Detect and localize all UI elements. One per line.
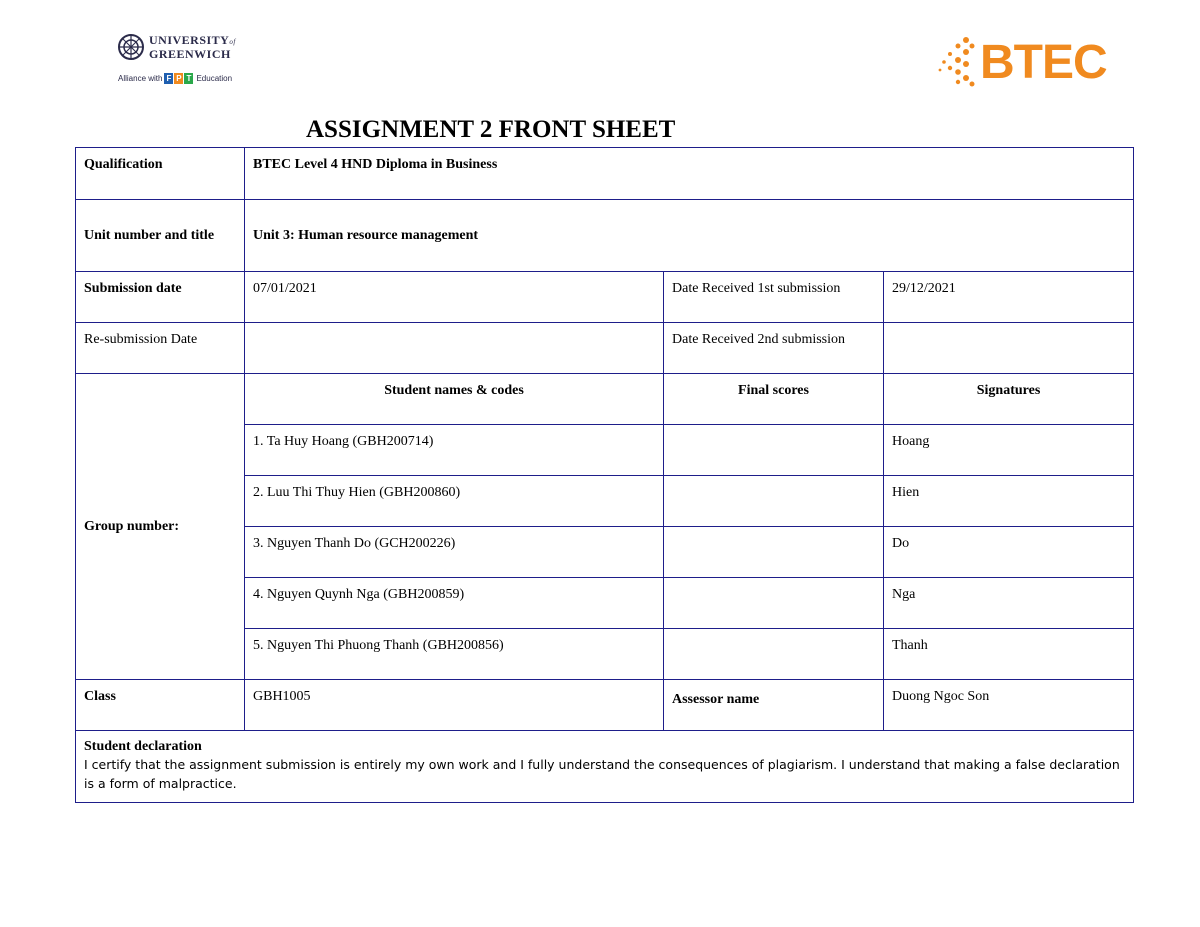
university-crest-icon [118,34,144,60]
student-name: 4. Nguyen Quynh Nga (GBH200859) [245,578,664,629]
unit-label: Unit number and title [76,200,245,272]
btec-dots-icon [936,34,976,90]
student-score [664,527,884,578]
submission-date-value: 07/01/2021 [245,272,664,323]
qualification-label: Qualification [76,148,245,200]
resubmission-date-label: Re-submission Date [76,323,245,374]
university-of: of [229,38,236,46]
received-1st-value: 29/12/2021 [884,272,1134,323]
declaration-text: I certify that the assignment submission is entirely my own work and I fully understand the consequences of plagiarism. I understand that making a false declaration is a form of malpractice. [84,757,1120,791]
assessor-label: Assessor name [664,680,884,731]
fpt-letter-t: T [184,73,193,84]
btec-wordmark: BTEC [980,35,1107,89]
group-header-row [76,374,1134,425]
student-signature: Thanh [884,629,1134,680]
student-name: 5. Nguyen Thi Phuong Thanh (GBH200856) [245,629,664,680]
fpt-letter-f: F [164,73,173,84]
university-logo [118,34,248,94]
front-sheet-table [75,147,1134,803]
unit-row [76,200,1134,272]
student-signature: Hien [884,476,1134,527]
header-student-names: Student names & codes [245,374,664,425]
student-name: 2. Luu Thi Thuy Hien (GBH200860) [245,476,664,527]
unit-value: Unit 3: Human resource management [245,200,1134,272]
alliance-suffix: Education [196,74,233,83]
received-2nd-value [884,323,1134,374]
declaration-title: Student declaration [84,739,202,754]
fpt-logo [164,73,194,84]
fpt-letter-p: P [176,74,182,83]
qualification-value: BTEC Level 4 HND Diploma in Business [245,148,1134,200]
qualification-row [76,148,1134,200]
student-name: 1. Ta Huy Hoang (GBH200714) [245,425,664,476]
submission-date-label: Submission date [76,272,245,323]
student-signature: Do [884,527,1134,578]
header-signatures: Signatures [884,374,1134,425]
university-name-line2: GREENWICH [149,47,231,61]
university-name-line1: UNIVERSITY [149,33,230,47]
declaration-row [76,731,1134,803]
alliance-prefix: Alliance with [118,74,163,83]
page-title: ASSIGNMENT 2 FRONT SHEET [306,116,676,143]
assessor-value: Duong Ngoc Son [884,680,1134,731]
student-score [664,629,884,680]
btec-logo [936,32,1126,92]
resubmission-date-value [245,323,664,374]
student-score [664,578,884,629]
student-signature: Hoang [884,425,1134,476]
student-score [664,476,884,527]
student-score [664,425,884,476]
received-1st-label: Date Received 1st submission [664,272,884,323]
class-row [76,680,1134,731]
class-label: Class [76,680,245,731]
resubmission-row [76,323,1134,374]
student-name: 3. Nguyen Thanh Do (GCH200226) [245,527,664,578]
class-value: GBH1005 [245,680,664,731]
header-final-scores: Final scores [664,374,884,425]
student-signature: Nga [884,578,1134,629]
received-2nd-label: Date Received 2nd submission [664,323,884,374]
group-number-label: Group number: [76,374,245,680]
submission-row [76,272,1134,323]
